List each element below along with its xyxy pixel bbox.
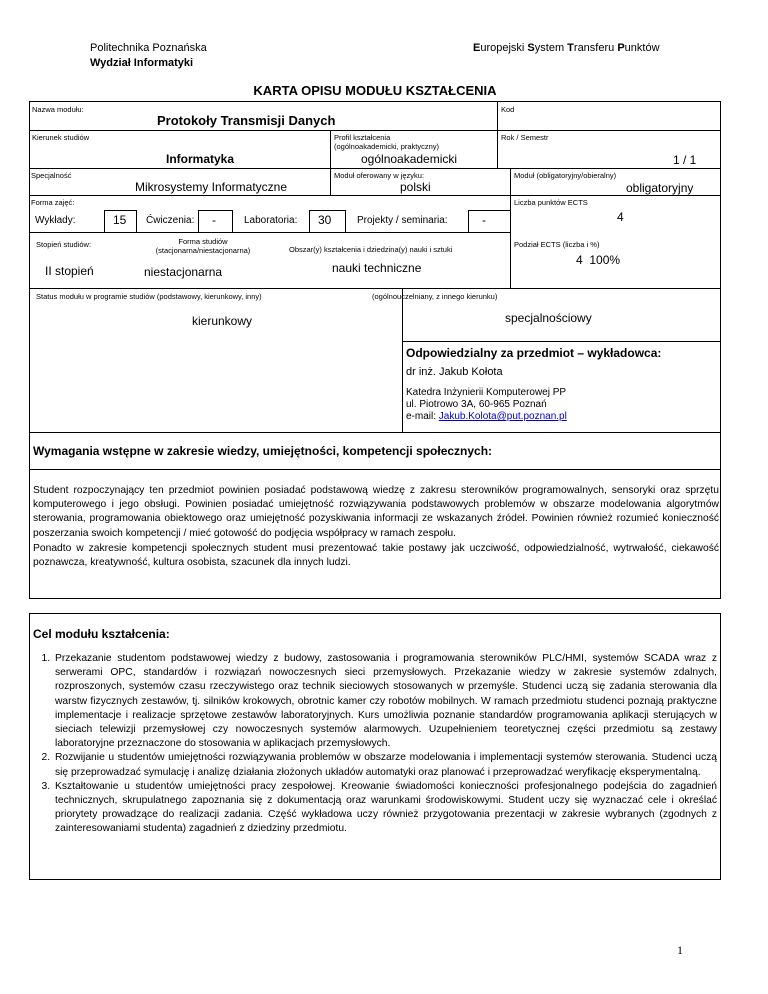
module-name: Protokoły Transmisji Danych	[157, 113, 336, 128]
ects-header: Europejski System Transferu Punktów	[473, 42, 660, 54]
card-border-top	[29, 101, 721, 102]
study-form-label: Forma studiów (stacjonarna/niestacjonarna)	[155, 237, 251, 255]
level-label: Stopień studiów:	[36, 240, 92, 249]
ects-split-label: Podział ECTS (liczba i %)	[514, 240, 600, 249]
box-line	[198, 210, 232, 211]
university-name: Politechnika Poznańska	[90, 42, 207, 54]
projects-label: Projekty / seminaria:	[357, 215, 448, 226]
page-number: 1	[677, 943, 683, 957]
requirements-body	[33, 484, 719, 570]
address: ul. Piotrowo 3A, 60-965 Poznań	[406, 399, 547, 410]
box-line	[345, 210, 346, 232]
box-line	[232, 210, 233, 232]
box-line	[198, 210, 199, 232]
year-value: 1 / 1	[673, 153, 697, 167]
box-line	[104, 210, 105, 232]
email-line: e-mail: Jakub.Kolota@put.poznan.pl	[406, 411, 567, 422]
row-line	[29, 232, 510, 233]
ects-points-value: 4	[617, 210, 624, 224]
card-border-left	[29, 101, 30, 598]
box-line	[468, 210, 469, 232]
specialty-label: Specjalność	[31, 171, 72, 180]
module-name-label: Nazwa modułu:	[32, 105, 84, 114]
status-value: kierunkowy	[192, 314, 253, 328]
ects-points-label: Liczba punktów ECTS	[514, 198, 588, 207]
goals-title: Cel modułu kształcenia:	[33, 627, 170, 641]
goal-item: 3. Kształtowanie u studentów umiejętności pracy zespołowej. Kreowanie świadomości konieczności profesjonalnego podejścia do zagadnień technicznych, skrupulatnego zapoznania się z dokumentacją oraz warunkami środowiskowymi. Student uczy się wyznaczać cele i określać priorytety prowadzące do realizacji zadania. Część wykładowa uczy również przygotowania prezentacji w zakresie wybranych (zgodnych z zainteresowaniami studenta) zagadnień z dziedziny przedmiotu.	[53, 780, 717, 837]
row-line	[29, 130, 721, 131]
lab-value: 30	[318, 213, 332, 227]
language-label: Moduł oferowany w języku:	[334, 171, 425, 180]
profile-label: Profil kształcenia (ogólnoakademicki, praktyczny)	[334, 133, 440, 151]
ects-split-value: 4 100%	[576, 253, 621, 267]
card-title: KARTA OPISU MODUŁU KSZTAŁCENIA	[253, 83, 497, 98]
study-form-value: niestacjonarna	[144, 265, 223, 279]
area-value: nauki techniczne	[332, 261, 422, 275]
goals-border-top	[29, 613, 721, 614]
specialty-value: Mikrosystemy Informatyczne	[135, 180, 288, 194]
lectures-label: Wykłady:	[35, 215, 76, 226]
faculty-name: Wydział Informatyki	[90, 57, 194, 69]
obligatory-label: Moduł (obligatoryjny/obieralny)	[514, 171, 617, 180]
profile-value: ogólnoakademicki	[361, 152, 458, 166]
code-label: Kod	[501, 105, 515, 114]
projects-value: -	[482, 213, 486, 227]
status-label: Status modułu w programie studiów (podstawowy, kierunkowy, inny)	[36, 292, 262, 301]
box-line	[309, 210, 310, 232]
lectures-value: 15	[113, 213, 127, 227]
row-line	[402, 341, 721, 342]
field-label: Kierunek studiów	[32, 133, 90, 142]
language-value: polski	[400, 180, 431, 194]
col-line	[497, 101, 498, 168]
exercises-value: -	[212, 213, 216, 227]
col-line	[402, 288, 403, 432]
box-line	[136, 210, 137, 232]
row-line	[29, 168, 721, 169]
exercises-label: Ćwiczenia:	[146, 215, 195, 226]
col-line	[330, 130, 331, 195]
row-line	[29, 469, 721, 470]
row-line	[29, 288, 721, 289]
goals-border-bottom	[29, 879, 721, 880]
responsible-contact	[406, 387, 567, 423]
card-border-bottom	[29, 598, 721, 599]
status-value-2: specjalnościowy	[505, 311, 592, 325]
status-label-2: (ogólnouczelniany, z innego kierunku)	[372, 292, 498, 301]
level-value: II stopień	[45, 264, 94, 278]
col-line	[510, 168, 511, 288]
year-label: Rok / Semestr	[501, 133, 549, 142]
box-line	[468, 210, 510, 211]
area-label: Obszar(y) kształcenia i dziedzina(y) nauki i sztuki	[289, 245, 453, 254]
email-link[interactable]: Jakub.Kolota@put.poznan.pl	[438, 411, 567, 422]
card-border-right	[720, 101, 721, 598]
goal-item: 1. Przekazanie studentom podstawowej wiedzy z budowy, zastosowania i programowania sterowników PLC/HMI, systemów SCADA wraz z serwerami OPC, standardów i rozwiązań nowoczesnych sieci przemysłowych. Przekazanie wiedzy w zakresie systemów zdalnych, rozproszonych, systemów czasu rzeczywistego oraz technik sieciowych stosowanych w przemyśle. Studenci uczą się zadania sterowania dla warstw fizycznych zestawów, tj. silników krokowych, obrotnic kamer czy robotów mobilnych. W ramach przedmiotu studenci poznają praktyczne implementacje i realizacje sprzętowe zestawów laboratoryjnych. Kurs umożliwia poznanie standardów programowania aplikacji sterujących w sieciach telewizji przemysłowej czy nowoczesnych systemów alarmowych. Uzupełnieniem teoretycznej części przedmiotu są zestawy laboratoryjne przeznaczone do stosowania w aplikacjach przemysłowych.	[53, 652, 717, 751]
row-line	[29, 432, 721, 433]
box-line	[309, 210, 345, 211]
requirements-paragraph: Ponadto w zakresie kompetencji społecznych student musi prezentować takie postawy jak uczciwość, odpowiedzialność, wytrwałość, ciekawość poznawcza, kreatywność, kultura osobista, szacunek dla innych ludzi.	[33, 542, 719, 569]
field-value: Informatyka	[166, 152, 235, 166]
box-line	[104, 210, 136, 211]
forms-label: Forma zajęć:	[31, 198, 75, 207]
obligatory-value: obligatoryjny	[626, 181, 694, 195]
department: Katedra Inżynierii Komputerowej PP	[406, 387, 567, 398]
responsible-name: dr inż. Jakub Kołota	[406, 366, 503, 378]
goals-list	[33, 652, 717, 837]
requirements-paragraph: Student rozpoczynający ten przedmiot powinien posiadać podstawową wiedzę z zakresu sterowników programowalnych, sensoryki oraz sprzętu komputerowego i jego obsługi. Powinien posiadać umiejętność rozwiązywania podstawowych problemów w obszarze modelowania algorytmów sterowania, programowania obiektowego oraz umiejętność pozyskiwania informacji ze wskazanych źródeł. Powinien również rozumieć konieczność poszerzania swoich kompetencji / mieć gotowość do podjęcia współpracy w ramach zespołu.	[33, 485, 719, 539]
goal-item: 2. Rozwijanie u studentów umiejętności rozwiązywania problemów w obszarze modelowania i implementacji systemów sterowania. Studenci uczą się przeprowadzać symulację i analizę działania złożonych układów automatyki oraz planować i przeprowadzać weryfikację eksperymentalną.	[53, 751, 717, 779]
lab-label: Laboratoria:	[244, 215, 298, 226]
responsible-label: Odpowiedzialny za przedmiot – wykładowca:	[406, 346, 662, 360]
goals-border-left	[29, 613, 30, 879]
goals-border-right	[720, 613, 721, 879]
requirements-title: Wymagania wstępne w zakresie wiedzy, umiejętności, kompetencji społecznych:	[33, 444, 493, 458]
row-line	[29, 195, 721, 196]
